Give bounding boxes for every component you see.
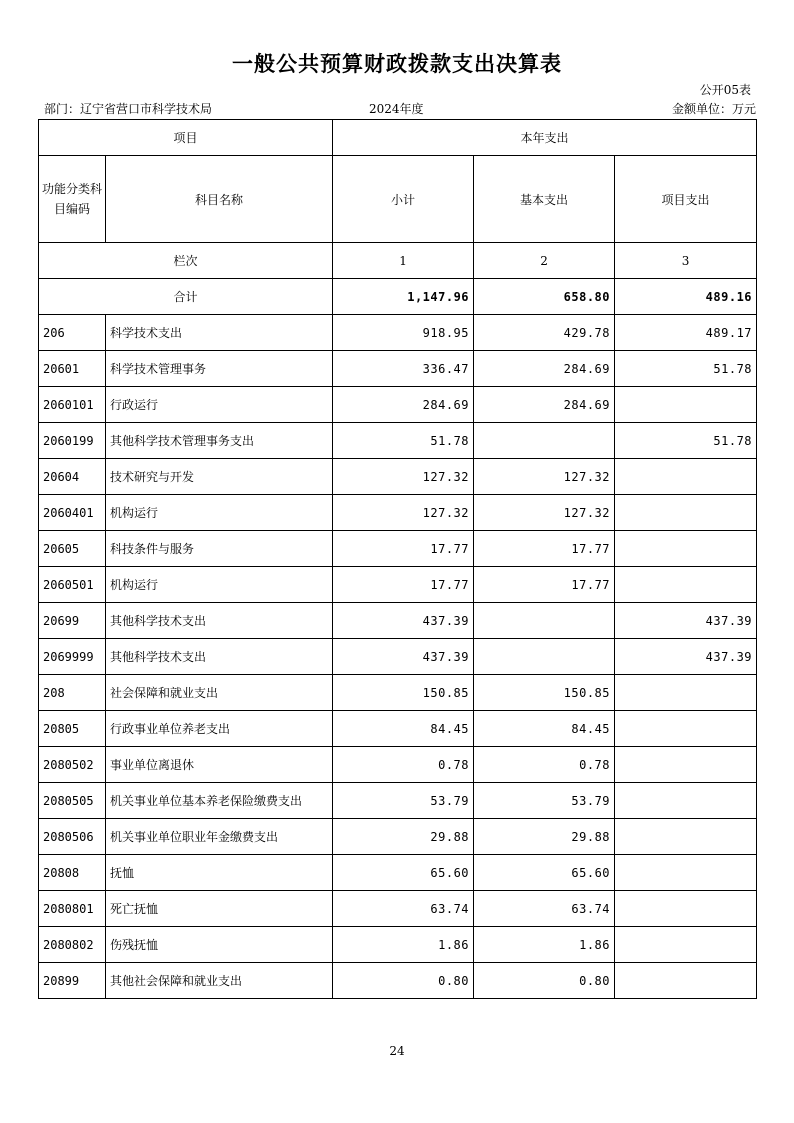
header-basic: 基本支出 — [474, 156, 615, 243]
table-row — [39, 783, 757, 819]
row-project: 437.39 — [615, 639, 757, 675]
header-current-year-expense: 本年支出 — [333, 120, 757, 156]
row-subtotal: 63.74 — [333, 891, 474, 927]
row-project — [615, 567, 757, 603]
column-index-1: 1 — [333, 243, 474, 279]
row-project — [615, 675, 757, 711]
row-project — [615, 927, 757, 963]
row-subject-name: 机构运行 — [106, 495, 333, 531]
table-row — [39, 495, 757, 531]
row-project: 489.17 — [615, 315, 757, 351]
table-row — [39, 387, 757, 423]
row-subtotal: 51.78 — [333, 423, 474, 459]
total-label: 合计 — [39, 279, 333, 315]
row-subtotal: 17.77 — [333, 531, 474, 567]
meta-line — [38, 100, 756, 116]
header-row-columns — [39, 156, 757, 243]
header-project-expense: 项目支出 — [615, 156, 757, 243]
row-subtotal: 336.47 — [333, 351, 474, 387]
row-project: 51.78 — [615, 423, 757, 459]
row-basic — [474, 603, 615, 639]
fiscal-year: 2024年度 — [369, 102, 424, 116]
row-basic: 17.77 — [474, 567, 615, 603]
row-code: 2069999 — [39, 639, 106, 675]
table-row — [39, 603, 757, 639]
row-basic: 53.79 — [474, 783, 615, 819]
row-subject-name: 其他社会保障和就业支出 — [106, 963, 333, 999]
row-subtotal: 437.39 — [333, 639, 474, 675]
row-code: 20699 — [39, 603, 106, 639]
table-row — [39, 315, 757, 351]
row-code: 2080802 — [39, 927, 106, 963]
row-subtotal: 127.32 — [333, 459, 474, 495]
row-basic: 65.60 — [474, 855, 615, 891]
total-project: 489.16 — [615, 279, 757, 315]
department-label: 部门：辽宁省营口市科学技术局 — [44, 102, 213, 116]
total-basic: 658.80 — [474, 279, 615, 315]
row-project — [615, 819, 757, 855]
row-subject-name: 机构运行 — [106, 567, 333, 603]
table-row — [39, 639, 757, 675]
row-code: 2080801 — [39, 891, 106, 927]
row-code: 20601 — [39, 351, 106, 387]
page-number: 24 — [389, 1044, 405, 1058]
row-project — [615, 891, 757, 927]
row-project — [615, 855, 757, 891]
row-subject-name: 其他科学技术支出 — [106, 639, 333, 675]
row-code: 206 — [39, 315, 106, 351]
table-row — [39, 567, 757, 603]
row-basic: 0.78 — [474, 747, 615, 783]
row-code: 2080502 — [39, 747, 106, 783]
row-subject-name: 抚恤 — [106, 855, 333, 891]
row-subject-name: 其他科学技术支出 — [106, 603, 333, 639]
row-subtotal: 1.86 — [333, 927, 474, 963]
row-code: 20805 — [39, 711, 106, 747]
row-subject-name: 事业单位离退休 — [106, 747, 333, 783]
row-basic: 0.80 — [474, 963, 615, 999]
row-subtotal: 918.95 — [333, 315, 474, 351]
row-code: 20899 — [39, 963, 106, 999]
row-basic: 127.32 — [474, 459, 615, 495]
table-row — [39, 423, 757, 459]
row-code: 2060101 — [39, 387, 106, 423]
table-row — [39, 675, 757, 711]
row-subtotal: 127.32 — [333, 495, 474, 531]
row-subtotal: 65.60 — [333, 855, 474, 891]
row-code: 2060401 — [39, 495, 106, 531]
row-subject-name: 死亡抚恤 — [106, 891, 333, 927]
table-row — [39, 927, 757, 963]
row-basic: 150.85 — [474, 675, 615, 711]
row-code: 2080505 — [39, 783, 106, 819]
row-subject-name: 伤残抚恤 — [106, 927, 333, 963]
row-subject-name: 其他科学技术管理事务支出 — [106, 423, 333, 459]
form-number: 公开05表 — [699, 83, 751, 97]
table-row — [39, 819, 757, 855]
row-subtotal: 437.39 — [333, 603, 474, 639]
row-subject-name: 科学技术支出 — [106, 315, 333, 351]
row-subtotal: 53.79 — [333, 783, 474, 819]
row-subject-name: 机关事业单位职业年金缴费支出 — [106, 819, 333, 855]
row-project — [615, 387, 757, 423]
table-row — [39, 855, 757, 891]
row-subject-name: 行政事业单位养老支出 — [106, 711, 333, 747]
row-basic: 84.45 — [474, 711, 615, 747]
table-row — [39, 747, 757, 783]
row-basic: 429.78 — [474, 315, 615, 351]
row-basic — [474, 639, 615, 675]
row-subtotal: 0.78 — [333, 747, 474, 783]
row-project: 51.78 — [615, 351, 757, 387]
page-title: 一般公共预算财政拨款支出决算表 — [232, 52, 562, 76]
row-subject-name: 科技条件与服务 — [106, 531, 333, 567]
amount-unit: 金额单位：万元 — [671, 102, 756, 116]
header-subtotal: 小计 — [333, 156, 474, 243]
row-project — [615, 783, 757, 819]
row-basic: 284.69 — [474, 387, 615, 423]
row-subtotal: 150.85 — [333, 675, 474, 711]
row-subtotal: 84.45 — [333, 711, 474, 747]
row-subtotal: 17.77 — [333, 567, 474, 603]
row-code: 20604 — [39, 459, 106, 495]
row-code: 208 — [39, 675, 106, 711]
header-project: 项目 — [39, 120, 333, 156]
row-basic: 284.69 — [474, 351, 615, 387]
table-row — [39, 351, 757, 387]
table-row — [39, 891, 757, 927]
total-row — [39, 279, 757, 315]
row-project — [615, 531, 757, 567]
row-code: 2060501 — [39, 567, 106, 603]
row-subject-name: 科学技术管理事务 — [106, 351, 333, 387]
row-basic: 17.77 — [474, 531, 615, 567]
header-row-top — [39, 120, 757, 156]
table-row — [39, 963, 757, 999]
row-basic — [474, 423, 615, 459]
expense-table — [38, 119, 757, 999]
row-code: 20808 — [39, 855, 106, 891]
row-project — [615, 459, 757, 495]
table-row — [39, 531, 757, 567]
header-subject-name: 科目名称 — [106, 156, 333, 243]
row-subject-name: 技术研究与开发 — [106, 459, 333, 495]
row-subject-name: 机关事业单位基本养老保险缴费支出 — [106, 783, 333, 819]
row-project — [615, 963, 757, 999]
header-func-code: 功能分类科目编码 — [39, 156, 106, 243]
row-basic: 127.32 — [474, 495, 615, 531]
row-code: 2080506 — [39, 819, 106, 855]
row-code: 20605 — [39, 531, 106, 567]
row-basic: 1.86 — [474, 927, 615, 963]
column-index-label: 栏次 — [39, 243, 333, 279]
row-subtotal: 29.88 — [333, 819, 474, 855]
column-index-row — [39, 243, 757, 279]
row-basic: 29.88 — [474, 819, 615, 855]
row-code: 2060199 — [39, 423, 106, 459]
total-subtotal: 1,147.96 — [333, 279, 474, 315]
column-index-3: 3 — [615, 243, 757, 279]
row-subtotal: 284.69 — [333, 387, 474, 423]
row-project — [615, 495, 757, 531]
row-project — [615, 747, 757, 783]
row-subject-name: 行政运行 — [106, 387, 333, 423]
row-project: 437.39 — [615, 603, 757, 639]
table-row — [39, 459, 757, 495]
row-subject-name: 社会保障和就业支出 — [106, 675, 333, 711]
table-row — [39, 711, 757, 747]
column-index-2: 2 — [474, 243, 615, 279]
row-basic: 63.74 — [474, 891, 615, 927]
row-project — [615, 711, 757, 747]
row-subtotal: 0.80 — [333, 963, 474, 999]
